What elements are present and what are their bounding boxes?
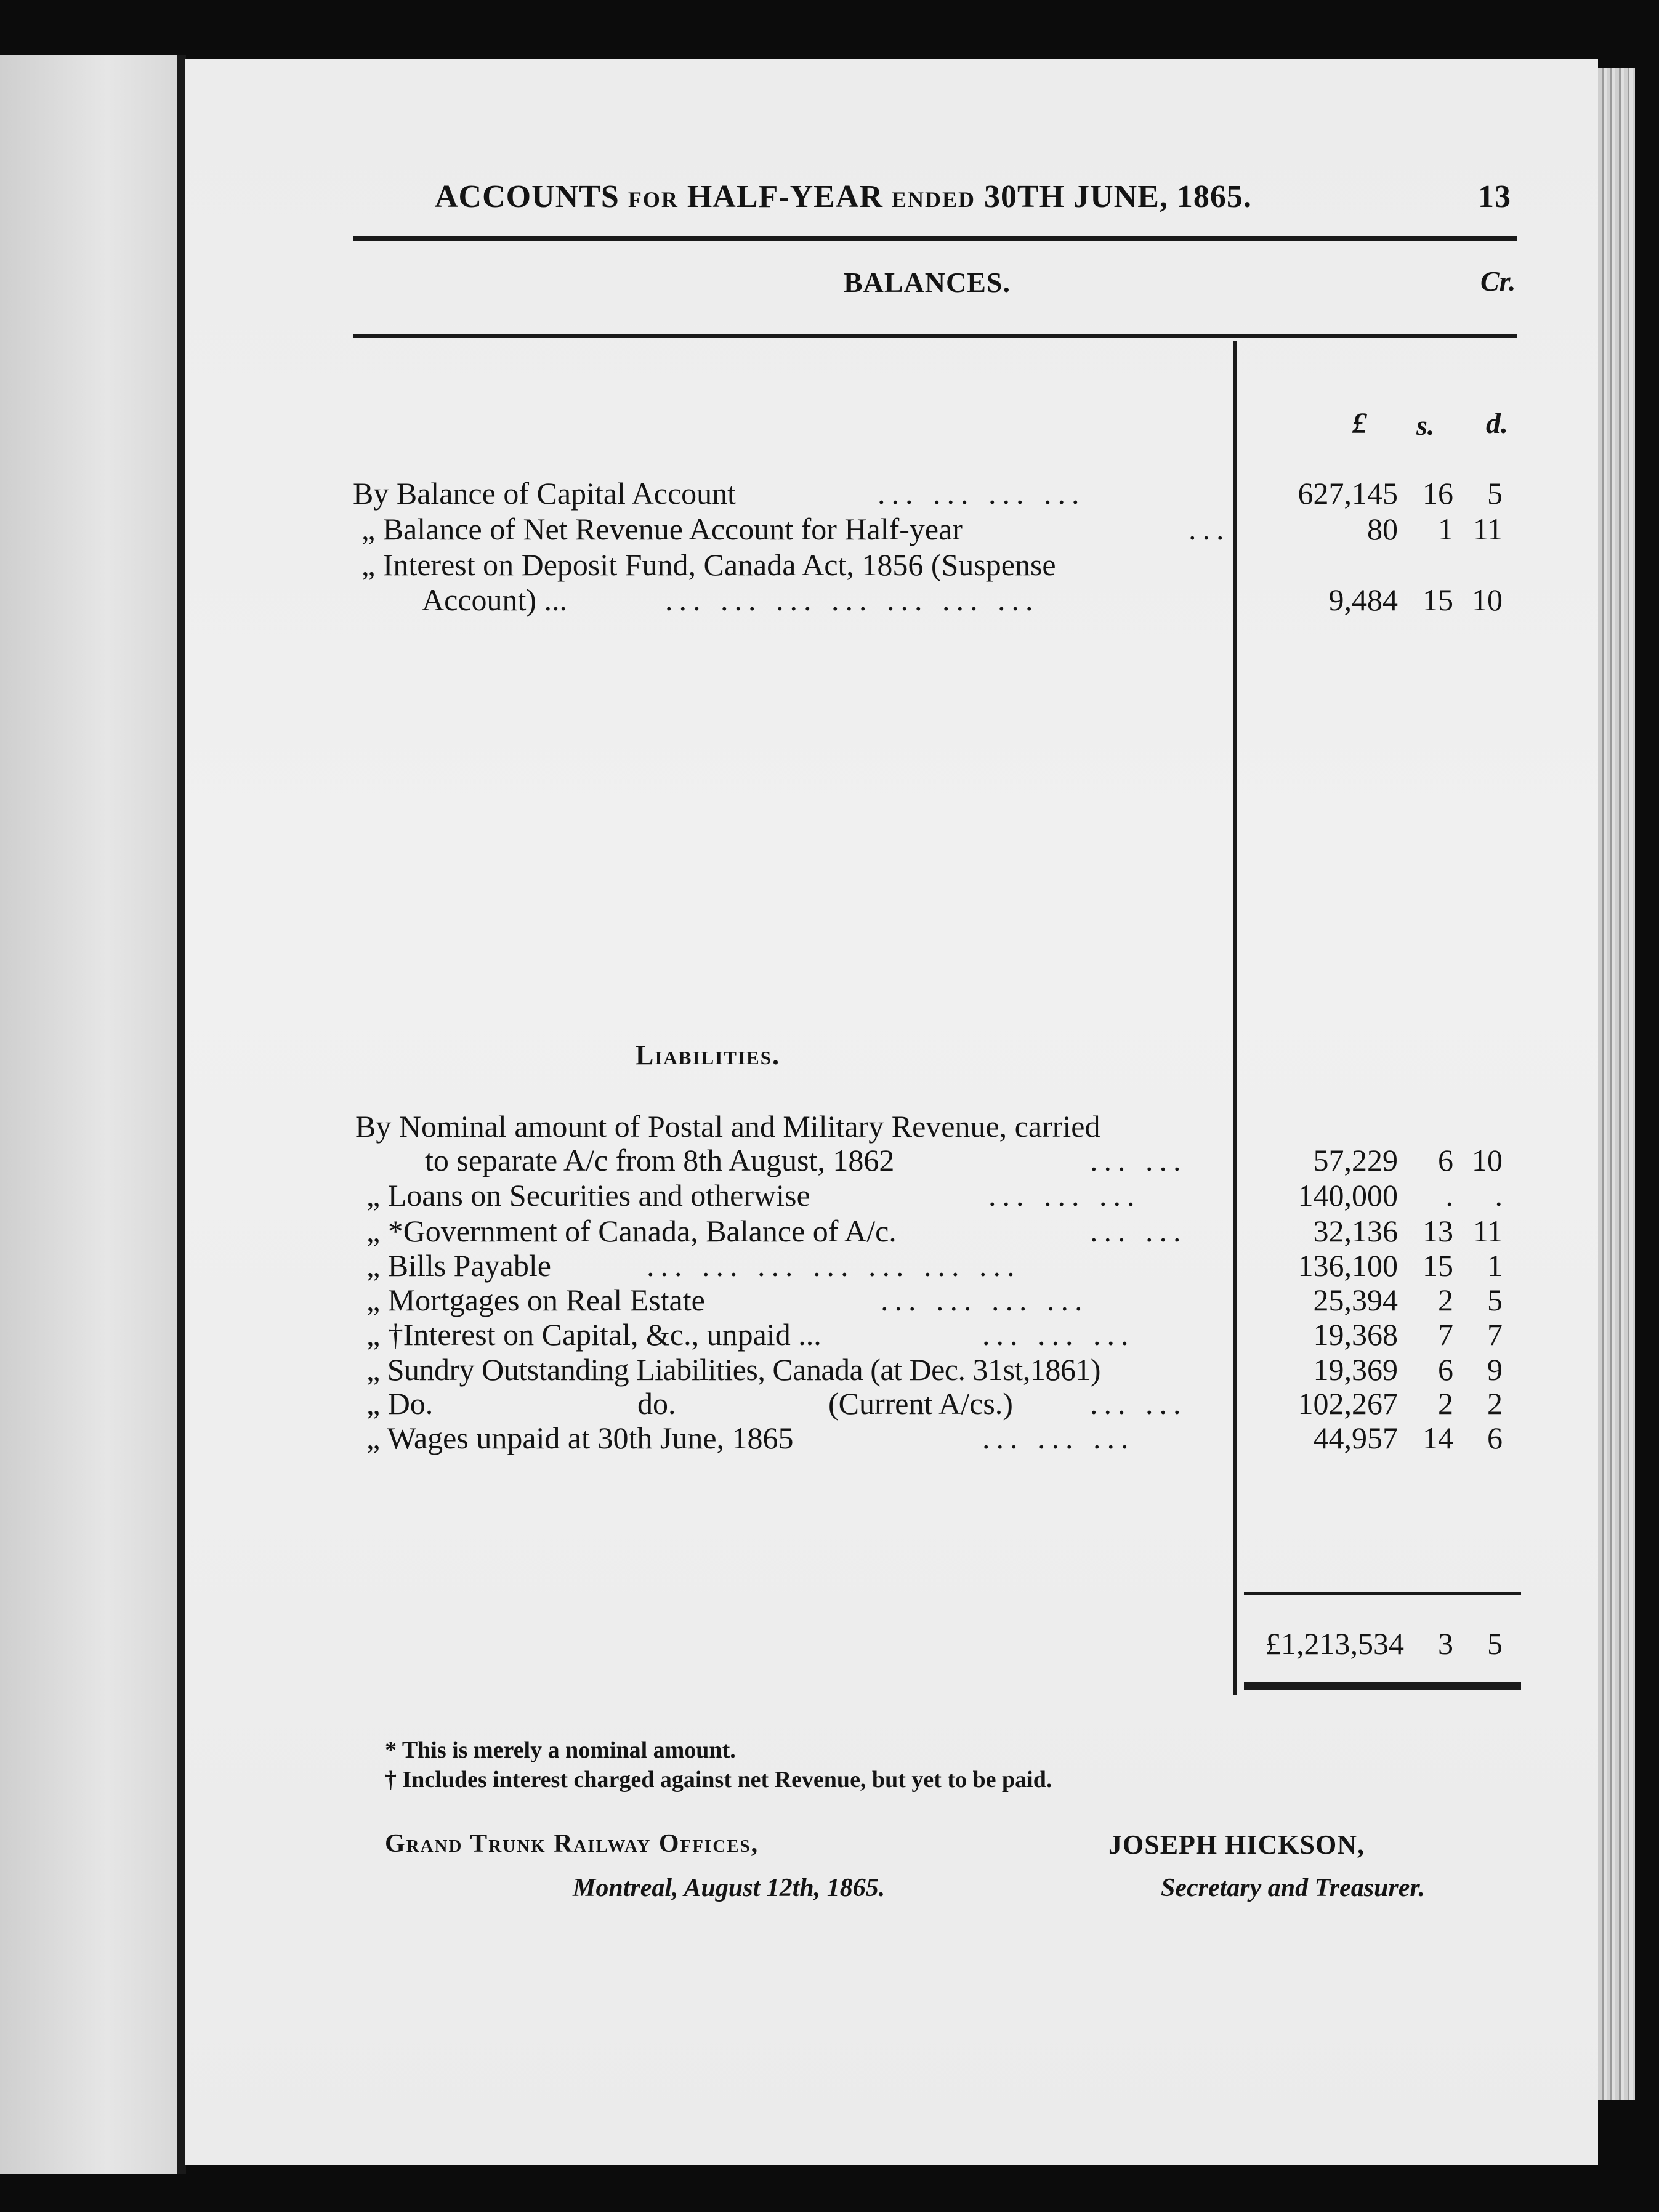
- amount-shillings: 15: [1423, 1248, 1453, 1283]
- liability-row-label: „ Do.: [366, 1386, 434, 1421]
- leader-dots: ... ...: [1090, 1214, 1187, 1248]
- liability-row-label: „ *Government of Canada, Balance of A/c.: [366, 1214, 897, 1248]
- amount-pence: 11: [1472, 512, 1503, 546]
- amount-pence: 5: [1487, 1283, 1503, 1317]
- leader-dots: ... ... ...: [982, 1421, 1135, 1455]
- leader-dots: ... ... ... ...: [878, 476, 1086, 511]
- amount-pence: 7: [1487, 1317, 1503, 1352]
- leader-dots: ... ... ... ... ... ... ...: [647, 1248, 1021, 1283]
- amount-pounds: 19,369: [1313, 1352, 1398, 1387]
- total-shillings: 3: [1438, 1626, 1453, 1661]
- amount-pounds: 140,000: [1298, 1178, 1398, 1213]
- amount-pence: 11: [1472, 1214, 1503, 1248]
- signatory-name: JOSEPH HICKSON,: [1108, 1830, 1365, 1860]
- header-word: ACCOUNTS: [435, 179, 620, 214]
- signatory-title: Secretary and Treasurer.: [1161, 1874, 1425, 1902]
- header-word: HALF-YEAR: [687, 179, 883, 214]
- total-pounds: £1,213,534: [1265, 1626, 1404, 1661]
- balance-row-label: By Balance of Capital Account: [353, 476, 737, 511]
- leader-dots: ...: [1189, 512, 1230, 546]
- amount-shillings: 13: [1423, 1214, 1453, 1248]
- liability-row-label: „ Sundry Outstanding Liabilities, Canada (at Dec. 31st,1861): [366, 1352, 1100, 1387]
- leader-dots: ... ... ... ... ... ... ...: [665, 583, 1039, 617]
- amount-shillings: 2: [1438, 1283, 1453, 1317]
- leader-dots: ... ... ...: [988, 1178, 1141, 1213]
- liabilities-title: Liabilities.: [636, 1040, 780, 1070]
- amount-pounds: 102,267: [1298, 1386, 1398, 1421]
- total-double-rule: [1244, 1682, 1521, 1690]
- header-word: JUNE, 1865.: [1073, 179, 1252, 214]
- liability-row-label: „ †Interest on Capital, &c., unpaid ...: [366, 1317, 821, 1352]
- leader-dots: ... ...: [1090, 1386, 1187, 1421]
- total-pence: 5: [1487, 1626, 1503, 1661]
- amount-shillings: 6: [1438, 1143, 1453, 1177]
- amount-shillings: 1: [1438, 512, 1453, 546]
- liability-row-label-continued: to separate A/c from 8th August, 1862: [425, 1143, 895, 1177]
- liability-row-label-ditto: do.: [637, 1386, 676, 1421]
- pence-column-head: d.: [1486, 407, 1508, 440]
- credit-side-label: Cr.: [1480, 265, 1516, 297]
- leader-dots: ... ... ...: [982, 1317, 1135, 1352]
- header-word: FOR: [628, 187, 679, 212]
- amount-shillings: 16: [1423, 476, 1453, 511]
- amount-pence: 10: [1472, 583, 1503, 617]
- liability-row-label: By Nominal amount of Postal and Military Revenue, carried: [355, 1109, 1100, 1144]
- amount-pounds: 25,394: [1313, 1283, 1398, 1317]
- page-header: [435, 179, 1252, 215]
- page-number: 13: [1478, 179, 1511, 214]
- amount-shillings: 7: [1438, 1317, 1453, 1352]
- header-word: 30TH: [983, 179, 1065, 214]
- place-date: Montreal, August 12th, 1865.: [573, 1874, 886, 1902]
- money-column-rule: [1233, 341, 1237, 1695]
- amount-shillings: 2: [1438, 1386, 1453, 1421]
- amount-pounds: 9,484: [1328, 583, 1398, 617]
- leader-dots: ... ... ... ...: [881, 1283, 1089, 1317]
- footnote: † Includes interest charged against net Revenue, but yet to be paid.: [385, 1767, 1052, 1793]
- amount-pence: 9: [1487, 1352, 1503, 1387]
- pounds-column-head: £: [1352, 407, 1367, 440]
- balance-row-label: „ Balance of Net Revenue Account for Half-year: [361, 512, 963, 546]
- amount-shillings: 14: [1423, 1421, 1453, 1455]
- header-rule: [353, 236, 1517, 241]
- amount-pence: 1: [1487, 1248, 1503, 1283]
- amount-pounds: 19,368: [1313, 1317, 1398, 1352]
- amount-pence: 6: [1487, 1421, 1503, 1455]
- office-address: Grand Trunk Railway Offices,: [385, 1830, 759, 1858]
- shillings-column-head: s.: [1416, 410, 1435, 441]
- section-title: BALANCES.: [844, 267, 1011, 298]
- liability-row-label: „ Mortgages on Real Estate: [366, 1283, 705, 1317]
- amount-pounds: 32,136: [1313, 1214, 1398, 1248]
- liability-row-label-detail: (Current A/cs.): [828, 1386, 1013, 1421]
- liability-row-label: „ Bills Payable: [366, 1248, 551, 1283]
- page-edges: [1598, 68, 1635, 2100]
- liability-row-label: „ Loans on Securities and otherwise: [366, 1178, 810, 1213]
- amount-shillings: 15: [1423, 583, 1453, 617]
- amount-pounds: 80: [1367, 512, 1398, 546]
- footnote: * This is merely a nominal amount.: [385, 1737, 736, 1763]
- amount-shillings: .: [1445, 1178, 1453, 1213]
- amount-pence: .: [1495, 1178, 1503, 1213]
- total-upper-rule: [1244, 1592, 1521, 1595]
- balance-row-label: „ Interest on Deposit Fund, Canada Act, 1856 (Suspense: [361, 547, 1056, 582]
- section-rule: [353, 334, 1517, 338]
- facing-page: [0, 55, 179, 2174]
- liability-row-label: „ Wages unpaid at 30th June, 1865: [366, 1421, 794, 1455]
- amount-pounds: 44,957: [1313, 1421, 1398, 1455]
- amount-pounds: 627,145: [1298, 476, 1398, 511]
- amount-shillings: 6: [1438, 1352, 1453, 1387]
- amount-pounds: 57,229: [1313, 1143, 1398, 1177]
- leader-dots: ... ...: [1090, 1143, 1187, 1177]
- amount-pence: 5: [1487, 476, 1503, 511]
- amount-pence: 2: [1487, 1386, 1503, 1421]
- amount-pounds: 136,100: [1298, 1248, 1398, 1283]
- amount-pence: 10: [1472, 1143, 1503, 1177]
- header-word: ENDED: [891, 187, 975, 212]
- balance-row-label-continued: Account) ...: [422, 583, 568, 617]
